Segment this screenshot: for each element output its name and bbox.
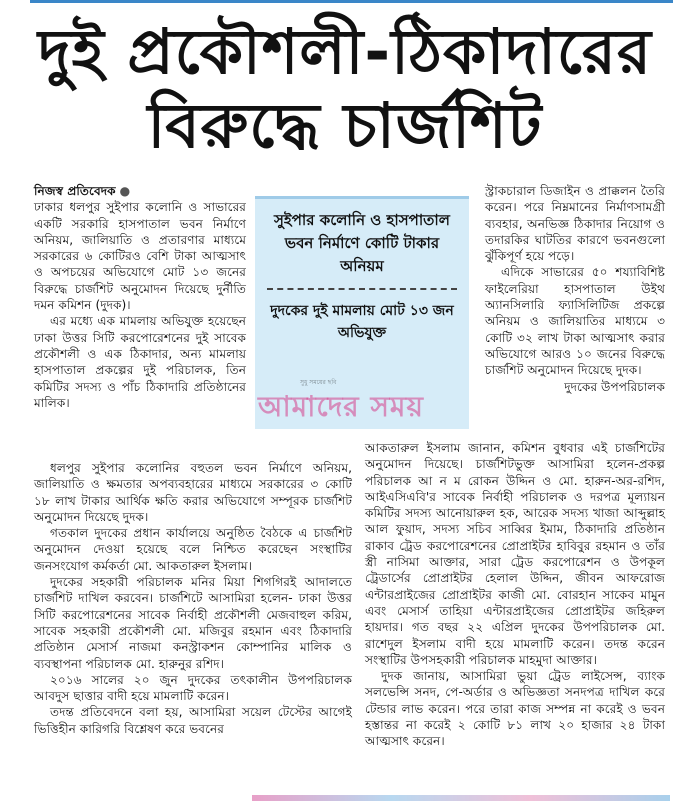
pull-quote-divider [267, 288, 457, 290]
watermark-logo: আমাদের সময় [258, 390, 424, 423]
pull-quote-main: সুইপার কলোনি ও হাসপাতাল ভবন নির্মাণে কোটি টাকার অনিয়ম [274, 211, 450, 275]
article-paragraph: দুদকের সহকারী পরিচালক মনির মিয়া শিগগিরই আদালতে চার্জশিট দাখিল করবেন। চার্জশিটে আসামিরা হলেন- ঢাকা উত্তর সিটি করপোরেশনের সাবেক নির্বাহী প্রকৌশলী মেজবাহুল করিম, সাবেক সহকারী প্রকৌশলী মো. মজিবুর রহমান এবং ঠিকাদারি প্রতিষ্ঠান মেসার্স নাজমা কনস্ট্রাকশন কোম্পানির মালিক ও ব্যবস্থাপনা পরিচালক মো. হারুনুর রশিদ। [34, 575, 352, 671]
article-paragraph: দুদক জানায়, আসামিরা ভুয়া ট্রেড লাইসেন্স, ব্যাংক সলভেন্সি সনদ, পে-অর্ডার ও অভিজ্ঞতা সনদপত্র দাখিল করে টেন্ডার লাভ করেন। পরে তারা কাজ সম্পন্ন না করেই ও ভবন হস্তান্তর না করেই ২ কোটি ৮১ লাখ ২০ হাজার ২৪ টাকা আত্মসাৎ করেন। [365, 669, 665, 749]
article-paragraph: ঢাকার ধলপুর সুইপার কলোনি ও সাভারের একটি সরকারি হাসপাতাল ভবন নির্মাণে অনিয়ম, জালিয়াতি ও প্রতারণার মাধ্যমে সরকারের ৬ কোটিরও বেশি টাকা আত্মসাৎ ও অপচয়ের অভিযোগে মোট ১৩ জনের বিরুদ্ধে চার্জশিট অনুমোদন দিয়েছে দুর্নীতি দমন কমিশন (দুদক)। [34, 200, 246, 313]
bullet-icon: ● [119, 184, 131, 198]
article-paragraph: আকতারুল ইসলাম জানান, কমিশন বুধবার এই চার্জশিটের অনুমোদন দিয়েছে। চার্জশিটভুক্ত আসামিরা হলেন-প্রকল্প পরিচালক আ ন ম রোকন উদ্দিন ও মো. হারুন-অর-রশিদ, আইএসিএবি'র সাবেক নির্বাহী পরিচালক ও দরপত্র মূল্যায়ন কমিটির সদস্য আনোয়ারুল হক, আরেক সদস্য খাজা আব্দুল্লাহ আল ফুয়াদ, সদস্য সচিব সাব্বির ইমাম, ঠিকাদারি প্রতিষ্ঠান রাকাব ট্রেড করপোরেশনের প্রোপ্রাইটর হাবিবুর রহমান ও তাঁর স্ত্রী নাসিমা আক্তার, সারা ট্রেড করপোরেশন ও উপকূল ট্রেডার্সের প্রোপ্রাইটর হেলাল উদ্দিন, জীবন আফরোজ এন্টারপ্রাইজের প্রোপ্রাইটর কাজী মো. বোরহান সাকেব মামুন এবং মেসার্স তাহিয়া এন্টারপ্রাইজের প্রোপ্রাইটর জহিরুল হায়দার। গত বছর ২২ এপ্রিল দুদকের উপপরিচালক মো. রাশেদুল ইসলাম বাদী হয়ে মামলাটি করেন। তদন্ত করেন সংস্থাটির উপসহকারী পরিচালক মাহমুদা আক্তার। [365, 441, 665, 667]
article-paragraph: তদন্ত প্রতিবেদনে বলা হয়, আসামিরা সয়েল টেস্টের আগেই ভিত্তিহীন কারিগরি বিশ্লেষণ করে ভবনের [34, 705, 352, 736]
headline-line-1: দুই প্রকৌশলী-ঠিকাদারের [38, 15, 652, 88]
top-rule [30, 0, 673, 3]
article-paragraph: দুদকের উপপরিচালক [564, 379, 665, 394]
article-paragraph: ধলপুর সুইপার কলোনির বহুতল ভবন নির্মাণে অনিয়ম, জালিয়াতি ও ক্ষমতার অপব্যবহারের মাধ্যমে সরকারের ৩ কোটি ১৮ লাখ টাকার আর্থিক ক্ষতি করার অভিযোগে সম্পূরক চার্জশিট অনুমোদন দিয়েছে দুদক। [34, 461, 352, 524]
article-column-3-bottom [365, 440, 665, 750]
watermark-tagline: সুধু সময়ের ছবি [300, 379, 337, 386]
article-paragraph: গতকাল দুদকের প্রধান কার্যালয়ে অনুষ্ঠিত বৈঠকে এ চার্জশিট অনুমোদন দেওয়া হয়েছে বলে নিশ্চিত করেছেন সংস্থাটির জনসংযোগ কর্মকর্তা মো. আকতারুল ইসলাম। [34, 526, 352, 573]
byline-paragraph [34, 183, 246, 199]
article-column-1-bottom [34, 460, 352, 737]
article-paragraph: স্ট্রাকচারাল ডিজাইন ও প্রাক্কলন তৈরি করেন। পরে নিম্নমানের নির্মাণসামগ্রী ব্যবহার, অনভিজ্ঞ ঠিকাদার নিয়োগ ও তদারকির ঘাটতির কারণে ভবনগুলো ঝুঁকিপূর্ণ হয়ে পড়ে। [485, 184, 665, 264]
byline: নিজস্ব প্রতিবেদক [34, 184, 116, 198]
article-column-1-top [34, 183, 246, 411]
article-paragraph: এর মধ্যে এক মামলায় অভিযুক্ত হয়েছেন ঢাকা উত্তর সিটি করপোরেশনের দুই সাবেক প্রকৌশলী ও এক ঠিকাদার, অন্য মামলায় হাসপাতাল প্রকল্পের দুই পরিচালক, তিন কমিটির সদস্য ও পাঁচ ঠিকাদারি প্রতিষ্ঠানের মালিক। [34, 314, 246, 410]
headline-line-2: বিরুদ্ধে চার্জশিট [147, 89, 543, 162]
article-column-3-top [485, 183, 665, 395]
article-paragraph: এদিকে সাভারের ৫০ শয্যাবিশিষ্ট ফাইলেরিয়া হাসপাতাল উইথ অ্যানসিলারি ফ্যাসিলিটিজ প্রকল্পে অনিয়ম ও জালিয়াতির মাধ্যমে ৩ কোটি ৩২ লাখ টাকা আত্মসাৎ করার অভিযোগে আরও ১০ জনের বিরুদ্ধে চার্জশিট অনুমোদন দিয়েছে দুদক। [485, 265, 665, 378]
pull-quote-sub: দুদকের দুই মামলায় মোট ১৩ জন অভিযুক্ত [270, 303, 454, 341]
article-paragraph: ২০১৬ সালের ২০ জুন দুদকের তৎকালীন উপপরিচালক আবদুস ছাত্তার বাদী হয়ে মামলাটি করেন। [34, 672, 352, 704]
bottom-ad-strip [252, 795, 670, 801]
